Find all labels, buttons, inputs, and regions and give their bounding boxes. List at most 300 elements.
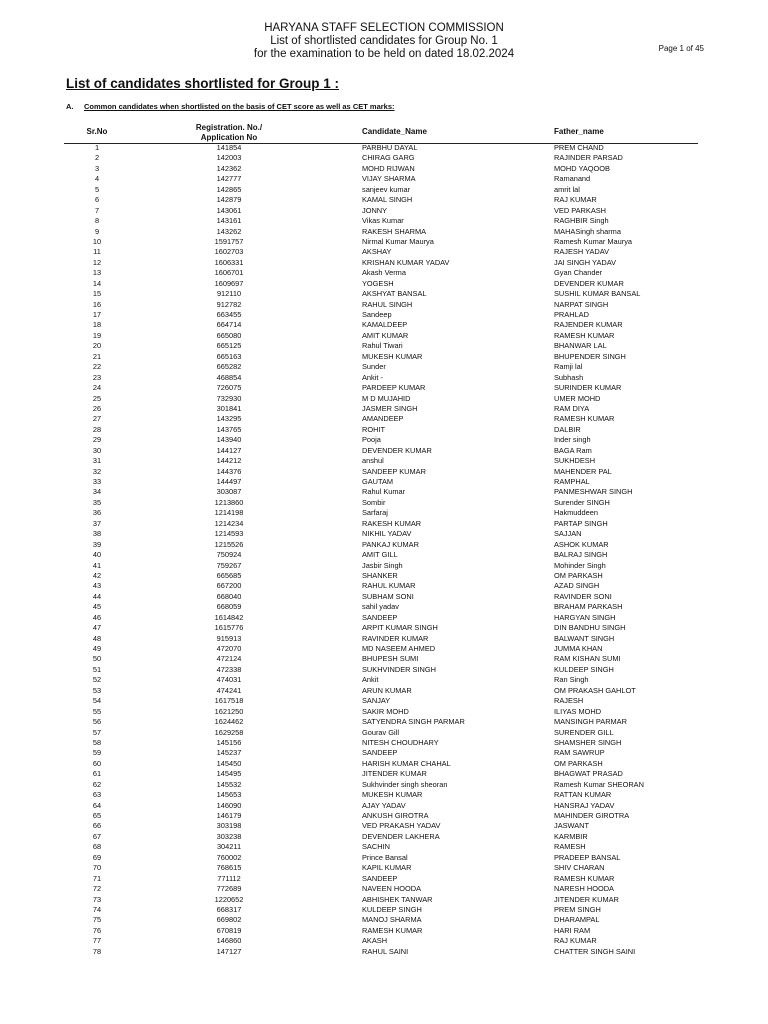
- cell-sr-no: 40: [92, 550, 102, 560]
- cell-registration-no: 1614842: [214, 612, 244, 622]
- table-row: [64, 540, 698, 550]
- page-number: Page 1 of 45: [658, 44, 704, 53]
- cell-sr-no: 66: [92, 821, 102, 831]
- table-row: [64, 247, 698, 257]
- cell-father-name: Gyan Chander: [554, 268, 603, 278]
- cell-candidate-name: AMANDEEP: [362, 414, 404, 424]
- cell-father-name: Ran Singh: [554, 675, 589, 685]
- cell-father-name: SHIV CHARAN: [554, 863, 605, 873]
- cell-registration-no: 142865: [216, 184, 242, 194]
- table-row: [64, 383, 698, 393]
- cell-sr-no: 6: [94, 195, 100, 205]
- cell-sr-no: 60: [92, 758, 102, 768]
- table-row: [64, 185, 698, 195]
- cell-candidate-name: sahil yadav: [362, 602, 399, 612]
- cell-father-name: OM PARKASH: [554, 570, 603, 580]
- cell-sr-no: 4: [94, 174, 100, 184]
- cell-sr-no: 21: [92, 351, 102, 361]
- cell-registration-no: 142003: [216, 153, 242, 163]
- table-row: [64, 362, 698, 372]
- cell-registration-no: 468854: [216, 372, 242, 382]
- table-row: [64, 498, 698, 508]
- cell-sr-no: 70: [92, 863, 102, 873]
- cell-candidate-name: Ankit -: [362, 372, 383, 382]
- cell-candidate-name: Sarfaraj: [362, 508, 388, 518]
- cell-sr-no: 33: [92, 477, 102, 486]
- cell-father-name: CHATTER SINGH SAINI: [554, 946, 636, 956]
- table-row: [64, 842, 698, 852]
- table-row: [64, 811, 698, 821]
- cell-candidate-name: AKASH: [362, 936, 388, 946]
- table-row: [64, 644, 698, 654]
- cell-father-name: RAMESH KUMAR: [554, 414, 615, 424]
- cell-candidate-name: MUKESH KUMAR: [362, 790, 423, 800]
- cell-registration-no: 144497: [216, 477, 242, 486]
- cell-registration-no: 1615776: [214, 623, 244, 633]
- cell-candidate-name: SAKIR MOHD: [362, 706, 409, 716]
- cell-candidate-name: Gourav Gill: [362, 727, 399, 737]
- col-header-father-name: Father_name: [554, 127, 604, 136]
- cell-candidate-name: KRISHAN KUMAR YADAV: [362, 257, 450, 267]
- table-row: [64, 915, 698, 925]
- cell-father-name: BHAGWAT PRASAD: [554, 769, 623, 779]
- cell-registration-no: 1220652: [214, 894, 244, 904]
- cell-sr-no: 11: [93, 247, 101, 257]
- table-row: [64, 206, 698, 216]
- cell-father-name: DIN BANDHU SINGH: [554, 623, 626, 633]
- cell-registration-no: 147127: [216, 946, 242, 956]
- cell-candidate-name: KAMAL SINGH: [362, 195, 413, 205]
- table-row: [64, 195, 698, 205]
- cell-registration-no: 665125: [216, 341, 242, 351]
- cell-candidate-name: Prince Bansal: [362, 852, 408, 862]
- cell-sr-no: 41: [92, 560, 102, 570]
- cell-father-name: BHANWAR LAL: [554, 341, 607, 351]
- header-subtitle: List of shortlisted candidates for Group No. 1: [270, 35, 498, 47]
- cell-registration-no: 670819: [216, 925, 242, 935]
- table-row: [64, 790, 698, 800]
- cell-sr-no: 23: [92, 372, 102, 382]
- cell-registration-no: 665282: [216, 362, 242, 372]
- cell-registration-no: 1606701: [214, 268, 244, 278]
- cell-father-name: BALRAJ SINGH: [554, 550, 608, 560]
- table-row: [64, 216, 698, 226]
- cell-sr-no: 37: [92, 518, 102, 528]
- cell-candidate-name: RAHUL KUMAR: [362, 581, 416, 591]
- cell-registration-no: 1606331: [214, 257, 244, 267]
- cell-candidate-name: AKSHAY: [362, 247, 392, 257]
- cell-sr-no: 36: [92, 508, 102, 518]
- cell-sr-no: 38: [92, 529, 102, 539]
- table-row: [64, 728, 698, 738]
- cell-father-name: JITENDER KUMAR: [554, 894, 619, 904]
- cell-father-name: RAVINDER SONI: [554, 591, 612, 601]
- cell-sr-no: 14: [92, 278, 102, 288]
- cell-candidate-name: AMIT GILL: [362, 550, 398, 560]
- cell-registration-no: 912110: [216, 289, 242, 299]
- cell-sr-no: 2: [94, 153, 100, 163]
- cell-sr-no: 73: [92, 894, 102, 904]
- cell-candidate-name: PARBHU DAYAL: [362, 143, 418, 152]
- cell-father-name: Surender SINGH: [554, 497, 610, 507]
- cell-father-name: JUMMA KHAN: [554, 644, 603, 653]
- cell-sr-no: 68: [92, 842, 102, 852]
- table-row: [64, 748, 698, 758]
- table-row: [64, 665, 698, 675]
- cell-sr-no: 69: [92, 852, 102, 862]
- cell-candidate-name: Ankit: [362, 675, 379, 685]
- col-header-candidate-name: Candidate_Name: [362, 127, 427, 136]
- cell-candidate-name: MUKESH KUMAR: [362, 351, 423, 361]
- table-row: [64, 227, 698, 237]
- table-row: [64, 258, 698, 268]
- cell-father-name: Mohinder Singh: [554, 560, 606, 570]
- cell-registration-no: 912782: [216, 299, 242, 309]
- cell-father-name: OM PRAKASH GAHLOT: [554, 685, 636, 695]
- cell-sr-no: 44: [92, 591, 102, 601]
- cell-father-name: HARGYAN SINGH: [554, 612, 616, 622]
- cell-registration-no: 1621250: [214, 706, 244, 716]
- cell-registration-no: 726075: [216, 383, 242, 393]
- cell-candidate-name: MD NASEEM AHMED: [362, 644, 436, 653]
- table-row: [64, 320, 698, 330]
- cell-sr-no: 35: [92, 497, 102, 507]
- cell-sr-no: 54: [92, 696, 102, 706]
- cell-registration-no: 142777: [216, 174, 242, 184]
- table-row: [64, 373, 698, 383]
- cell-father-name: PRADEEP BANSAL: [554, 852, 621, 862]
- cell-sr-no: 48: [92, 633, 102, 643]
- cell-candidate-name: MANOJ SHARMA: [362, 915, 422, 925]
- cell-candidate-name: DEVENDER LAKHERA: [362, 831, 440, 841]
- cell-sr-no: 72: [92, 884, 102, 894]
- cell-registration-no: 1214234: [214, 518, 244, 528]
- document-header: [0, 22, 768, 61]
- table-row: [64, 519, 698, 529]
- page-title: List of candidates shortlisted for Group 1 :: [66, 76, 340, 91]
- table-row: [64, 477, 698, 487]
- cell-registration-no: 144212: [216, 456, 242, 466]
- cell-candidate-name: KAMALDEEP: [362, 320, 408, 330]
- cell-registration-no: 143161: [216, 216, 242, 226]
- cell-father-name: RAM SAWRUP: [554, 748, 605, 758]
- cell-candidate-name: RAKESH SHARMA: [362, 226, 427, 236]
- cell-father-name: DHARAMPAL: [554, 915, 600, 925]
- cell-candidate-name: PANKAJ KUMAR: [362, 539, 419, 549]
- cell-registration-no: 665080: [216, 330, 242, 340]
- table-row: [64, 341, 698, 351]
- cell-candidate-name: sanjeev kumar: [362, 184, 411, 194]
- cell-sr-no: 57: [92, 727, 102, 737]
- cell-candidate-name: Sombir: [362, 497, 386, 507]
- cell-father-name: HARI RAM: [554, 925, 591, 935]
- cell-candidate-name: Pooja: [362, 435, 381, 445]
- cell-registration-no: 759267: [216, 560, 242, 570]
- cell-candidate-name: Nirmal Kumar Maurya: [362, 236, 434, 246]
- cell-candidate-name: SHANKER: [362, 570, 398, 580]
- cell-sr-no: 15: [92, 289, 102, 299]
- cell-father-name: RAJENDER KUMAR: [554, 320, 623, 330]
- cell-candidate-name: RAHUL SINGH: [362, 299, 413, 309]
- cell-sr-no: 30: [92, 445, 102, 455]
- cell-father-name: OM PARKASH: [554, 758, 603, 768]
- org-name: HARYANA STAFF SELECTION COMMISSION: [264, 22, 504, 34]
- cell-candidate-name: AKSHYAT BANSAL: [362, 289, 427, 299]
- table-row: [64, 571, 698, 581]
- candidate-table-body: [64, 143, 698, 957]
- cell-father-name: SUSHIL KUMAR BANSAL: [554, 289, 641, 299]
- table-row: [64, 174, 698, 184]
- cell-candidate-name: GAUTAM: [362, 477, 394, 486]
- cell-sr-no: 45: [92, 602, 102, 612]
- cell-candidate-name: ARUN KUMAR: [362, 685, 412, 695]
- cell-father-name: SHAMSHER SINGH: [554, 737, 622, 747]
- cell-sr-no: 64: [92, 800, 102, 810]
- cell-sr-no: 56: [92, 717, 102, 727]
- cell-sr-no: 34: [92, 487, 102, 497]
- cell-candidate-name: VED PRAKASH YADAV: [362, 821, 441, 831]
- cell-father-name: RAJESH: [554, 696, 584, 706]
- cell-candidate-name: SANDEEP: [362, 612, 398, 622]
- cell-registration-no: 750924: [216, 550, 242, 560]
- table-row: [64, 331, 698, 341]
- cell-registration-no: 768615: [216, 863, 242, 873]
- cell-father-name: BRAHAM PARKASH: [554, 602, 623, 612]
- table-row: [64, 686, 698, 696]
- table-row: [64, 905, 698, 915]
- table-row: [64, 425, 698, 435]
- cell-sr-no: 9: [94, 226, 100, 236]
- cell-registration-no: 144127: [216, 445, 242, 455]
- table-row: [64, 759, 698, 769]
- cell-father-name: KARMBIR: [554, 831, 588, 841]
- section-letter: A.: [66, 102, 74, 111]
- table-row: [64, 467, 698, 477]
- cell-candidate-name: RAMESH KUMAR: [362, 925, 423, 935]
- table-row: [64, 832, 698, 842]
- table-row: [64, 404, 698, 414]
- cell-father-name: RAM KISHAN SUMI: [554, 654, 621, 664]
- cell-registration-no: 145237: [216, 748, 242, 758]
- cell-candidate-name: Vikas Kumar: [362, 216, 404, 226]
- cell-father-name: RAJ KUMAR: [554, 195, 597, 205]
- cell-sr-no: 77: [92, 936, 102, 946]
- cell-registration-no: 1629258: [214, 727, 244, 737]
- cell-candidate-name: RAHUL SAINI: [362, 946, 409, 956]
- cell-registration-no: 1215526: [214, 539, 244, 549]
- cell-father-name: MOHD YAQOOB: [554, 163, 610, 173]
- cell-father-name: Subhash: [554, 372, 584, 382]
- cell-father-name: RAGHBIR Singh: [554, 216, 609, 226]
- cell-father-name: DALBIR: [554, 424, 581, 434]
- cell-candidate-name: anshul: [362, 456, 384, 466]
- cell-sr-no: 51: [92, 664, 102, 674]
- table-row: [64, 895, 698, 905]
- cell-candidate-name: SANDEEP KUMAR: [362, 466, 426, 476]
- cell-registration-no: 1213860: [214, 497, 244, 507]
- cell-sr-no: 74: [92, 904, 102, 914]
- cell-registration-no: 142362: [216, 163, 242, 173]
- cell-candidate-name: Rahul Kumar: [362, 487, 406, 497]
- cell-registration-no: 915913: [216, 633, 242, 643]
- cell-registration-no: 142879: [216, 195, 242, 205]
- cell-candidate-name: BHUPESH SUMI: [362, 654, 419, 664]
- col-header-registration: [176, 123, 282, 143]
- cell-registration-no: 732930: [216, 393, 242, 403]
- cell-candidate-name: SUBHAM SONI: [362, 591, 414, 601]
- table-row: [64, 310, 698, 320]
- cell-father-name: Inder singh: [554, 435, 591, 445]
- cell-candidate-name: ROHIT: [362, 424, 385, 434]
- cell-sr-no: 18: [92, 320, 102, 330]
- cell-sr-no: 58: [92, 737, 102, 747]
- cell-father-name: RAJESH YADAV: [554, 247, 610, 257]
- table-row: [64, 717, 698, 727]
- cell-father-name: MAHASingh sharma: [554, 226, 621, 236]
- cell-registration-no: 472070: [216, 644, 242, 653]
- cell-registration-no: 772689: [216, 884, 242, 894]
- cell-registration-no: 669802: [216, 915, 242, 925]
- cell-sr-no: 46: [92, 612, 102, 622]
- table-row: [64, 394, 698, 404]
- table-row: [64, 435, 698, 445]
- cell-father-name: ASHOK KUMAR: [554, 539, 609, 549]
- cell-registration-no: 663455: [216, 310, 242, 319]
- cell-sr-no: 55: [92, 706, 102, 716]
- cell-registration-no: 668040: [216, 591, 242, 601]
- table-row: [64, 550, 698, 560]
- cell-registration-no: 1609697: [214, 278, 244, 288]
- cell-father-name: JASWANT: [554, 821, 590, 831]
- table-row: [64, 738, 698, 748]
- cell-registration-no: 145495: [216, 769, 242, 779]
- cell-sr-no: 24: [92, 383, 102, 393]
- cell-sr-no: 59: [92, 748, 102, 758]
- table-row: [64, 414, 698, 424]
- cell-registration-no: 1602703: [214, 247, 244, 257]
- table-row: [64, 821, 698, 831]
- table-row: [64, 780, 698, 790]
- cell-registration-no: 303198: [216, 821, 242, 831]
- cell-registration-no: 771112: [217, 873, 241, 883]
- table-row: [64, 508, 698, 518]
- cell-father-name: RAJ KUMAR: [554, 936, 597, 946]
- table-row: [64, 352, 698, 362]
- cell-father-name: RAMESH KUMAR: [554, 330, 615, 340]
- table-row: [64, 926, 698, 936]
- cell-candidate-name: SATYENDRA SINGH PARMAR: [362, 717, 465, 727]
- cell-candidate-name: M D MUJAHID: [362, 393, 411, 403]
- table-row: [64, 164, 698, 174]
- cell-father-name: BALWANT SINGH: [554, 633, 615, 643]
- cell-candidate-name: VIJAY SHARMA: [362, 174, 416, 184]
- col-header-registration-line2: Application No: [200, 133, 258, 142]
- cell-father-name: PREM CHAND: [554, 143, 604, 152]
- cell-father-name: DEVENDER KUMAR: [554, 278, 624, 288]
- table-row: [64, 801, 698, 811]
- cell-candidate-name: NAVEEN HOODA: [362, 884, 421, 894]
- cell-candidate-name: MOHD RIJWAN: [362, 163, 415, 173]
- cell-father-name: MAHENDER PAL: [554, 466, 612, 476]
- cell-candidate-name: SANDEEP: [362, 873, 398, 883]
- cell-candidate-name: AMIT KUMAR: [362, 330, 409, 340]
- cell-father-name: RAM DIYA: [554, 403, 590, 413]
- cell-father-name: NARESH HOODA: [554, 884, 614, 894]
- cell-sr-no: 20: [92, 341, 102, 351]
- col-header-registration-line1: Registration. No./: [195, 123, 263, 132]
- cell-registration-no: 665685: [216, 570, 242, 580]
- cell-sr-no: 42: [92, 570, 102, 580]
- cell-candidate-name: DEVENDER KUMAR: [362, 445, 432, 455]
- cell-father-name: KULDEEP SINGH: [554, 664, 614, 674]
- table-row: [64, 300, 698, 310]
- cell-registration-no: 145156: [216, 737, 242, 747]
- section-text: Common candidates when shortlisted on the basis of CET score as well as CET marks:: [84, 102, 395, 111]
- cell-registration-no: 143765: [216, 424, 242, 434]
- cell-registration-no: 145653: [216, 790, 242, 800]
- cell-candidate-name: NITESH CHOUDHARY: [362, 737, 439, 747]
- cell-father-name: NARPAT SINGH: [554, 299, 609, 309]
- cell-father-name: UMER MOHD: [554, 393, 601, 403]
- cell-sr-no: 13: [92, 268, 102, 278]
- cell-candidate-name: YOGESH: [362, 278, 394, 288]
- table-row: [64, 446, 698, 456]
- cell-registration-no: 304211: [216, 842, 242, 852]
- table-row: [64, 602, 698, 612]
- cell-candidate-name: KAPIL KUMAR: [362, 863, 412, 873]
- cell-candidate-name: SUKHVINDER SINGH: [362, 664, 436, 674]
- cell-sr-no: 3: [94, 163, 100, 173]
- cell-registration-no: 1617518: [214, 696, 244, 706]
- col-header-sr: Sr.No: [86, 127, 108, 136]
- table-row: [64, 592, 698, 602]
- cell-registration-no: 303238: [216, 831, 242, 841]
- cell-candidate-name: Sandeep: [362, 310, 392, 319]
- cell-father-name: JAI SINGH YADAV: [554, 257, 617, 267]
- cell-sr-no: 1: [94, 143, 100, 152]
- table-row: [64, 696, 698, 706]
- cell-sr-no: 10: [92, 236, 102, 246]
- cell-registration-no: 668317: [216, 904, 242, 914]
- cell-registration-no: 145450: [216, 758, 242, 768]
- cell-father-name: RAJINDER PARSAD: [554, 153, 623, 163]
- cell-candidate-name: JONNY: [362, 205, 388, 215]
- cell-candidate-name: JASMER SINGH: [362, 403, 418, 413]
- cell-sr-no: 17: [92, 310, 102, 319]
- cell-father-name: SURENDER GILL: [554, 727, 614, 737]
- cell-father-name: RAMPHAL: [554, 477, 590, 486]
- cell-sr-no: 26: [92, 403, 102, 413]
- cell-sr-no: 75: [92, 915, 102, 925]
- table-row: [64, 769, 698, 779]
- cell-father-name: RAMESH: [554, 842, 586, 852]
- cell-sr-no: 52: [92, 675, 102, 685]
- cell-father-name: SURINDER KUMAR: [554, 383, 622, 393]
- cell-registration-no: 143262: [216, 226, 242, 236]
- cell-father-name: Hakmuddeen: [554, 508, 598, 518]
- cell-candidate-name: Sukhvinder singh sheoran: [362, 779, 448, 789]
- cell-candidate-name: SANDEEP: [362, 748, 398, 758]
- cell-sr-no: 67: [92, 831, 102, 841]
- cell-registration-no: 472124: [216, 654, 242, 664]
- cell-sr-no: 32: [92, 466, 102, 476]
- cell-sr-no: 76: [92, 925, 102, 935]
- table-row: [64, 675, 698, 685]
- cell-candidate-name: HARISH KUMAR CHAHAL: [362, 758, 451, 768]
- cell-father-name: SUKHDESH: [554, 456, 596, 466]
- table-row: [64, 561, 698, 571]
- cell-registration-no: 143295: [216, 414, 242, 424]
